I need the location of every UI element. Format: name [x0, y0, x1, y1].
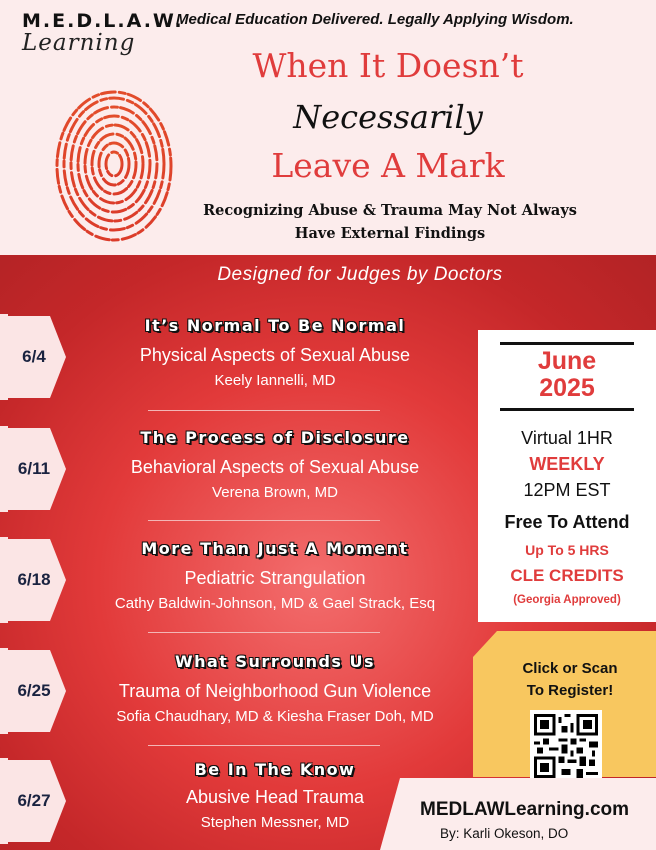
event-info-box	[478, 330, 656, 622]
qr-code-icon[interactable]	[530, 710, 602, 782]
title-line-3: Leave A Mark	[271, 146, 505, 185]
session-heading: More Than Just A Moment	[141, 539, 409, 558]
subtitle-line-1: Recognizing Abuse & Trauma May Not Always	[203, 202, 577, 219]
credits-approval: (Georgia Approved)	[513, 594, 621, 606]
divider	[148, 745, 380, 746]
event-format: Virtual 1HR	[521, 428, 613, 448]
session-topic: Abusive Head Trauma	[185, 787, 365, 807]
event-year: 2025	[539, 374, 595, 402]
session-heading: The Process of Disclosure	[140, 428, 410, 447]
date-tab	[0, 426, 68, 512]
session-topic: Pediatric Strangulation	[184, 568, 366, 588]
website-link[interactable]: MEDLAWLearning.com	[420, 799, 630, 820]
date-tab	[0, 758, 68, 844]
session-date: 6/27	[17, 791, 51, 810]
tagline: Medical Education Delivered. Legally Applying Wisdom.	[176, 11, 574, 28]
session-item	[70, 428, 480, 501]
session-heading: What Surrounds Us	[174, 652, 376, 671]
divider	[148, 520, 380, 521]
session-item	[70, 316, 480, 389]
session-speaker: Keely Iannelli, MD	[214, 372, 336, 389]
date-tab	[0, 537, 68, 623]
session-speaker: Cathy Baldwin-Johnson, MD & Gael Strack, Esq	[114, 595, 436, 612]
session-heading: Be In The Know	[194, 760, 356, 779]
event-month-name: June	[537, 347, 597, 375]
brand-name: M.E.D.L.A.W.	[22, 10, 184, 32]
designed-for: Designed for Judges by Doctors	[217, 264, 503, 285]
divider	[148, 632, 380, 633]
session-item	[70, 539, 480, 612]
brand-logo	[22, 10, 184, 56]
event-time: 12PM EST	[523, 480, 611, 500]
byline: By: Karli Okeson, DO	[440, 826, 569, 841]
session-item	[70, 652, 480, 725]
session-heading: It’s Normal To Be Normal	[144, 316, 406, 335]
subtitle-line-2: Have External Findings	[294, 225, 486, 242]
register-line-1: Click or Scan	[522, 660, 618, 677]
session-topic: Trauma of Neighborhood Gun Violence	[118, 681, 432, 701]
divider	[148, 410, 380, 411]
date-tab	[0, 648, 68, 734]
divider	[500, 342, 634, 345]
session-topic: Physical Aspects of Sexual Abuse	[139, 345, 411, 365]
session-date: 6/11	[17, 459, 51, 478]
divider	[500, 408, 634, 411]
session-date: 6/4	[22, 347, 46, 366]
brand-sub: Learning	[22, 30, 136, 56]
event-cost: Free To Attend	[504, 512, 630, 532]
session-speaker: Stephen Messner, MD	[200, 814, 350, 831]
session-date: 6/25	[17, 681, 51, 700]
session-date: 6/18	[17, 570, 51, 589]
event-frequency: WEEKLY	[529, 454, 605, 474]
title-line-2: Necessarily	[293, 98, 483, 136]
title-line-1: When It Doesn’t	[252, 46, 524, 85]
event-month	[478, 348, 656, 402]
credits-type: CLE CREDITS	[510, 566, 624, 585]
date-tab	[0, 314, 68, 400]
session-topic: Behavioral Aspects of Sexual Abuse	[130, 457, 420, 477]
session-speaker: Verena Brown, MD	[212, 484, 338, 501]
fingerprint-icon	[36, 86, 186, 246]
credits-hours: Up To 5 HRS	[525, 542, 609, 558]
register-line-2: To Register!	[526, 682, 614, 699]
session-speaker: Sofia Chaudhary, MD & Kiesha Fraser Doh, MD	[116, 708, 434, 725]
